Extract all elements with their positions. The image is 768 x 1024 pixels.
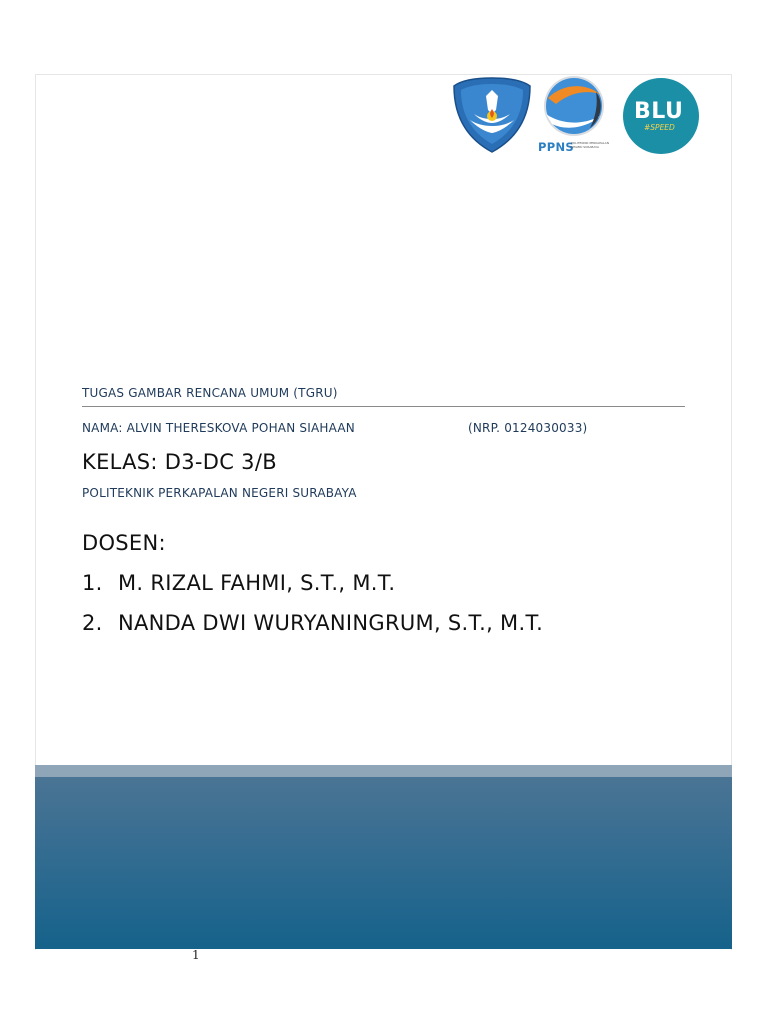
- task-title: TUGAS GAMBAR RENCANA UMUM (TGRU): [82, 386, 338, 400]
- blu-logo: [622, 78, 700, 154]
- lecturer-number: 1.: [82, 571, 103, 595]
- lecturer-name: M. RIZAL FAHMI, S.T., M.T.: [118, 571, 396, 595]
- ppns-logo-subtext: POLITEKNIK PERKAPALAN NEGERI SURABAYA: [571, 141, 609, 149]
- lecturer-item: [82, 571, 395, 595]
- blu-logo-text: BLU: [634, 99, 684, 124]
- class-label: KELAS: D3-DC 3/B: [82, 450, 277, 474]
- blu-logo-subtext: #SPEED: [644, 123, 675, 132]
- ppns-logo-text: PPNS: [538, 140, 574, 154]
- tut-wuri-handayani-logo: [452, 76, 532, 154]
- title-divider: [82, 406, 685, 407]
- header-logos: [452, 76, 704, 156]
- lecturer-number: 2.: [82, 611, 103, 635]
- page-number: 1: [192, 948, 200, 962]
- student-name: NAMA: ALVIN THERESKOVA POHAN SIAHAAN: [82, 421, 355, 435]
- footer-band-accent: [35, 765, 732, 777]
- institution-name: POLITEKNIK PERKAPALAN NEGERI SURABAYA: [82, 486, 357, 500]
- lecturer-name: NANDA DWI WURYANINGRUM, S.T., M.T.: [118, 611, 544, 635]
- ppns-logo: [538, 76, 610, 156]
- ppns-emblem-icon: [538, 76, 610, 140]
- footer-band: [35, 777, 732, 949]
- lecturer-heading: DOSEN:: [82, 531, 166, 555]
- student-nrp: (NRP. 0124030033): [468, 421, 588, 435]
- lecturer-item: [82, 611, 543, 635]
